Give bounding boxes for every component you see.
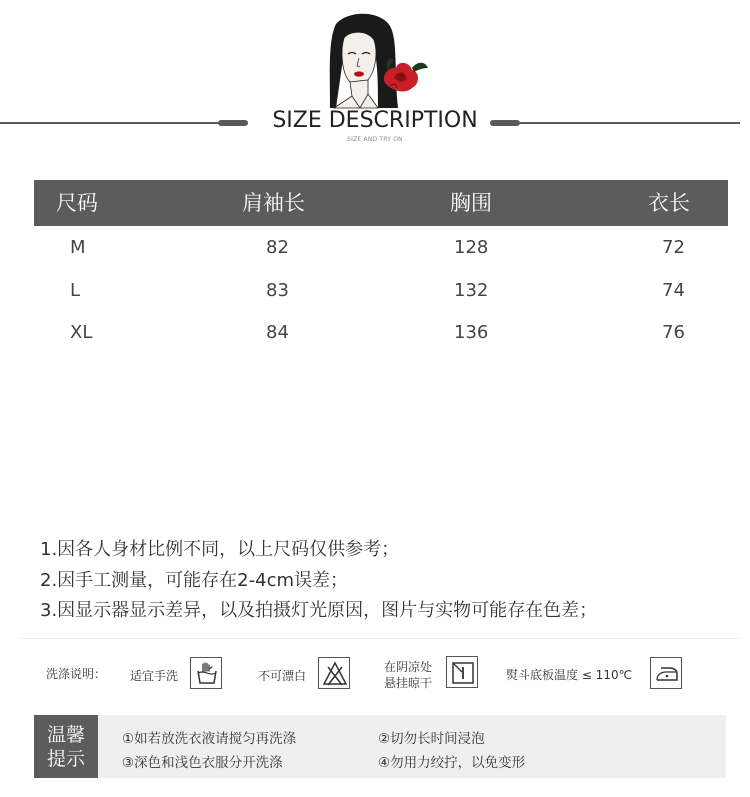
table-row [34, 269, 728, 312]
wash-label-line-dry-2: 悬挂晾干 [384, 676, 433, 690]
page-subtitle: SIZE AND TRY ON [347, 136, 403, 143]
tip-item: ④勿用力绞拧，以免变形 [378, 755, 526, 771]
cell-length: 74 [662, 279, 685, 301]
header-rule-right [518, 122, 740, 124]
iron-low-icon [650, 657, 682, 689]
tips-title-line1: 温馨 [46, 724, 85, 746]
cell-size: M [70, 237, 86, 258]
portrait-illustration [328, 12, 432, 109]
tips-title-line2: 提示 [46, 748, 85, 770]
header-rule-left-pill [218, 120, 248, 126]
page-title: SIZE DESCRIPTION [272, 108, 478, 133]
care-tips [34, 715, 726, 778]
size-table [34, 180, 728, 354]
table-row [34, 226, 728, 269]
note-item: 2.因手工测量，可能存在2-4cm误差； [40, 569, 349, 591]
column-header-shoulder-sleeve: 肩袖长 [242, 191, 305, 215]
tips-title [34, 715, 98, 778]
hand-wash-icon [190, 657, 222, 689]
wash-label-line-dry-1: 在阴凉处 [384, 660, 433, 674]
column-header-size: 尺码 [56, 191, 98, 215]
wash-label-hand-wash: 适宜手洗 [130, 669, 179, 683]
cell-shoulder-sleeve: 82 [266, 237, 289, 258]
column-header-length: 衣长 [648, 191, 690, 215]
cell-bust: 132 [454, 279, 489, 301]
cell-shoulder-sleeve: 84 [266, 322, 289, 343]
size-notes [40, 535, 597, 627]
no-bleach-icon [318, 657, 350, 689]
cell-size: XL [70, 322, 93, 343]
cell-length: 76 [662, 322, 685, 343]
line-dry-shade-icon [446, 656, 478, 688]
table-row [34, 311, 728, 354]
tip-item: ①如若放洗衣液请搅匀再洗涤 [122, 731, 297, 747]
column-header-bust: 胸围 [450, 191, 492, 215]
header-rule-left [0, 122, 220, 124]
wash-label-iron: 熨斗底板温度 ≤ 110℃ [506, 668, 633, 682]
cell-length: 72 [662, 237, 685, 258]
note-item: 3.因显示器显示差异，以及拍摄灯光原因，图片与实物可能存在色差； [40, 600, 598, 621]
cell-size: L [70, 279, 81, 301]
wash-label-no-bleach: 不可漂白 [258, 669, 307, 683]
section-divider [20, 638, 740, 639]
cell-bust: 128 [454, 237, 489, 258]
cell-bust: 136 [454, 322, 489, 343]
size-table-header [34, 180, 728, 226]
cell-shoulder-sleeve: 83 [266, 279, 289, 301]
header-rule-right-pill [490, 120, 520, 126]
note-item: 1.因各人身材比例不同，以上尺码仅供参考； [40, 539, 400, 560]
wash-title: 洗涤说明： [46, 667, 107, 681]
tip-item: ②切勿长时间浸泡 [378, 731, 485, 747]
tip-item: ③深色和浅色衣服分开洗涤 [122, 755, 283, 771]
